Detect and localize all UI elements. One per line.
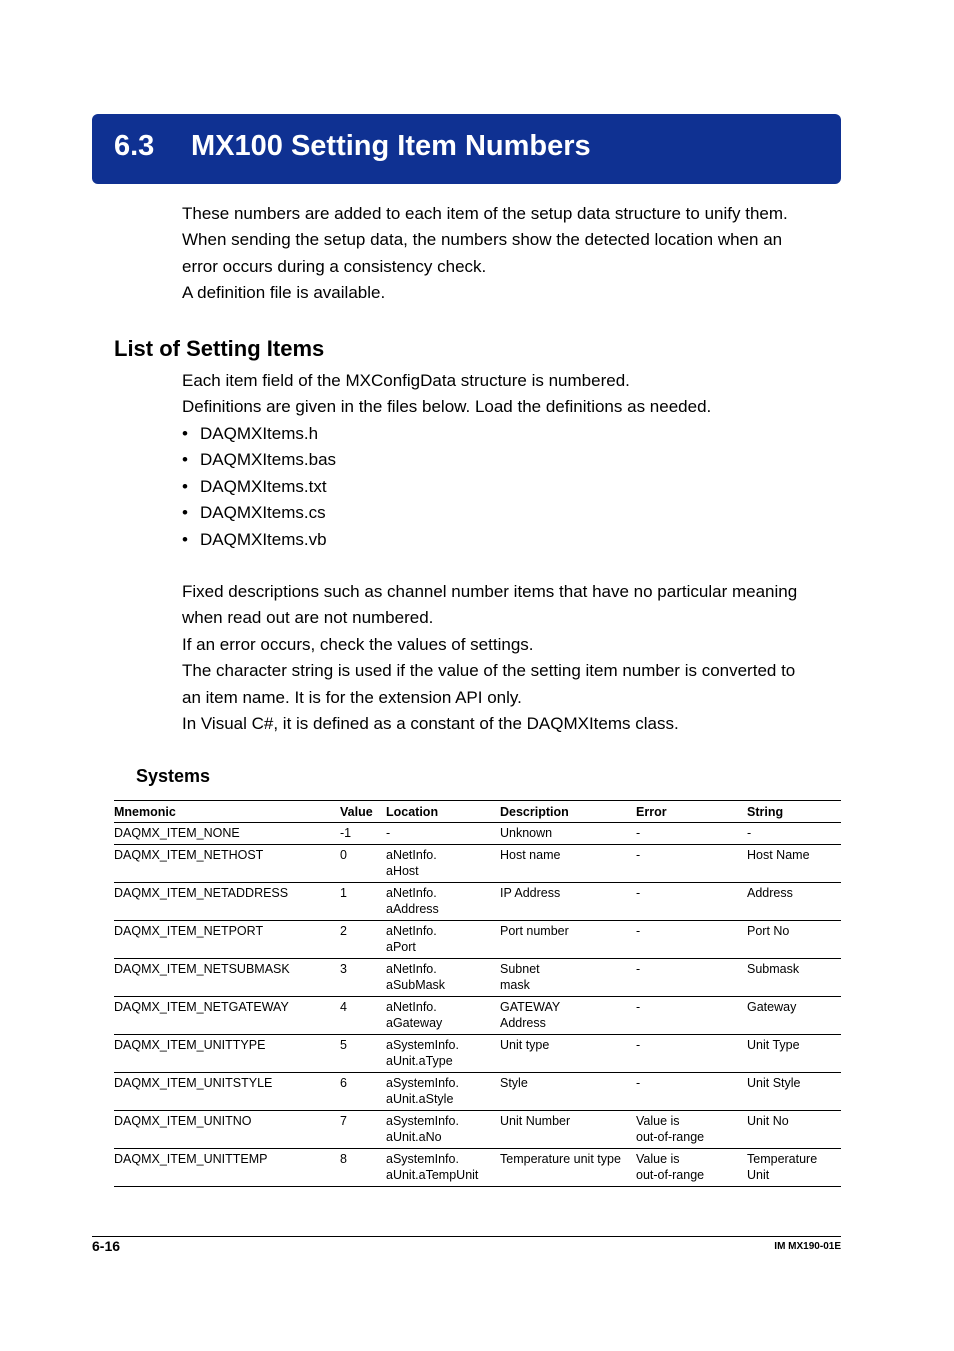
cell-mnemonic: DAQMX_ITEM_NETPORT <box>114 920 340 958</box>
table-row <box>114 1034 841 1072</box>
file-list <box>182 421 336 553</box>
cell-error: Value is out-of-range <box>636 1110 747 1148</box>
table-row <box>114 844 841 882</box>
section-number: 6.3 <box>114 130 155 162</box>
col-header-error: Error <box>636 801 747 823</box>
cell-mnemonic: DAQMX_ITEM_UNITSTYLE <box>114 1072 340 1110</box>
notes-paragraph <box>182 579 832 737</box>
cell-location: aSystemInfo. aUnit.aTempUnit <box>386 1148 500 1186</box>
cell-location: aNetInfo. aGateway <box>386 996 500 1034</box>
col-header-description: Description <box>500 801 636 823</box>
cell-location: - <box>386 823 500 845</box>
cell-description: Port number <box>500 920 636 958</box>
cell-mnemonic: DAQMX_ITEM_NETSUBMASK <box>114 958 340 996</box>
section-title: MX100 Setting Item Numbers <box>191 130 591 162</box>
intro-line: A definition file is available. <box>182 283 386 303</box>
cell-string: Unit No <box>747 1110 841 1148</box>
cell-mnemonic: DAQMX_ITEM_UNITNO <box>114 1110 340 1148</box>
cell-string: - <box>747 823 841 845</box>
cell-error: - <box>636 1072 747 1110</box>
cell-location: aNetInfo. aAddress <box>386 882 500 920</box>
cell-location: aSystemInfo. aUnit.aType <box>386 1034 500 1072</box>
col-header-mnemonic: Mnemonic <box>114 801 340 823</box>
cell-mnemonic: DAQMX_ITEM_NONE <box>114 823 340 845</box>
cell-location: aSystemInfo. aUnit.aNo <box>386 1110 500 1148</box>
bullet-mark: • <box>182 476 188 496</box>
cell-value: 2 <box>340 920 386 958</box>
intro-line: These numbers are added to each item of the setup data structure to unify them. <box>182 204 788 223</box>
page-number: 6-16 <box>92 1238 121 1254</box>
cell-error: Value is out-of-range <box>636 1148 747 1186</box>
cell-error: - <box>636 823 747 845</box>
intro-paragraph <box>182 201 832 307</box>
cell-mnemonic: DAQMX_ITEM_NETGATEWAY <box>114 996 340 1034</box>
file-name: DAQMXItems.h <box>200 424 319 443</box>
list-intro-line: Definitions are given in the files below. Load the definitions as needed. <box>182 397 712 417</box>
table-row <box>114 920 841 958</box>
file-name: DAQMXItems.txt <box>200 476 327 496</box>
cell-value: 1 <box>340 882 386 920</box>
cell-description: Subnet mask <box>500 958 636 996</box>
list-intro <box>182 368 832 421</box>
cell-location: aNetInfo. aSubMask <box>386 958 500 996</box>
bullet-mark: • <box>182 503 188 523</box>
table-row <box>114 882 841 920</box>
table-row <box>114 1110 841 1148</box>
cell-mnemonic: DAQMX_ITEM_NETHOST <box>114 844 340 882</box>
section-banner <box>92 114 841 184</box>
cell-description: Unit type <box>500 1034 636 1072</box>
notes-line: when read out are not numbered. <box>182 608 434 628</box>
cell-error: - <box>636 882 747 920</box>
table-row <box>114 958 841 996</box>
list-heading: List of Setting Items <box>114 336 325 361</box>
bullet-mark: • <box>182 450 188 470</box>
cell-string: Host Name <box>747 844 841 882</box>
cell-string: Submask <box>747 958 841 996</box>
cell-mnemonic: DAQMX_ITEM_UNITTYPE <box>114 1034 340 1072</box>
cell-location: aNetInfo. aPort <box>386 920 500 958</box>
cell-value: 5 <box>340 1034 386 1072</box>
cell-description: Unknown <box>500 823 636 845</box>
table-row <box>114 1072 841 1110</box>
notes-line: In Visual C#, it is defined as a constant of the DAQMXItems class. <box>182 714 679 734</box>
cell-error: - <box>636 920 747 958</box>
cell-error: - <box>636 958 747 996</box>
cell-value: 3 <box>340 958 386 996</box>
cell-value: 7 <box>340 1110 386 1148</box>
cell-description: IP Address <box>500 882 636 920</box>
file-name: DAQMXItems.cs <box>200 503 326 523</box>
cell-description: Host name <box>500 844 636 882</box>
cell-location: aSystemInfo. aUnit.aStyle <box>386 1072 500 1110</box>
bullet-mark: • <box>182 424 188 443</box>
cell-description: Unit Number <box>500 1110 636 1148</box>
list-item <box>182 527 336 553</box>
systems-table <box>114 800 841 1187</box>
cell-value: 6 <box>340 1072 386 1110</box>
cell-value: 4 <box>340 996 386 1034</box>
col-header-string: String <box>747 801 841 823</box>
table-row <box>114 1148 841 1186</box>
intro-line: When sending the setup data, the numbers show the detected location when an <box>182 230 783 250</box>
cell-string: Port No <box>747 920 841 958</box>
cell-value: -1 <box>340 823 386 845</box>
cell-error: - <box>636 996 747 1034</box>
cell-string: Address <box>747 882 841 920</box>
notes-line: an item name. It is for the extension API only. <box>182 687 522 707</box>
notes-line: Fixed descriptions such as channel number items that have no particular meaning <box>182 582 798 601</box>
cell-description: GATEWAY Address <box>500 996 636 1034</box>
footer-rule <box>92 1236 841 1237</box>
cell-mnemonic: DAQMX_ITEM_NETADDRESS <box>114 882 340 920</box>
cell-mnemonic: DAQMX_ITEM_UNITTEMP <box>114 1148 340 1186</box>
file-name: DAQMXItems.vb <box>200 529 327 549</box>
list-item <box>182 474 336 500</box>
cell-value: 0 <box>340 844 386 882</box>
cell-string: Temperature Unit <box>747 1148 841 1186</box>
table-header-row <box>114 801 841 823</box>
col-header-location: Location <box>386 801 500 823</box>
cell-string: Unit Style <box>747 1072 841 1110</box>
list-item <box>182 500 336 526</box>
cell-description: Temperature unit type <box>500 1148 636 1186</box>
cell-value: 8 <box>340 1148 386 1186</box>
intro-line: error occurs during a consistency check. <box>182 256 487 276</box>
list-intro-line: Each item field of the MXConfigData structure is numbered. <box>182 371 630 390</box>
bullet-mark: • <box>182 529 188 549</box>
list-item <box>182 447 336 473</box>
list-item <box>182 421 336 447</box>
cell-location: aNetInfo. aHost <box>386 844 500 882</box>
table-heading: Systems <box>136 766 211 786</box>
cell-error: - <box>636 1034 747 1072</box>
cell-string: Unit Type <box>747 1034 841 1072</box>
table-row <box>114 996 841 1034</box>
cell-error: - <box>636 844 747 882</box>
cell-string: Gateway <box>747 996 841 1034</box>
notes-line: If an error occurs, check the values of settings. <box>182 634 534 654</box>
document-id: IM MX190-01E <box>774 1241 841 1252</box>
cell-description: Style <box>500 1072 636 1110</box>
file-name: DAQMXItems.bas <box>200 450 337 470</box>
col-header-value: Value <box>340 801 386 823</box>
notes-line: The character string is used if the value of the setting item number is converted to <box>182 661 796 681</box>
table-row <box>114 823 841 845</box>
